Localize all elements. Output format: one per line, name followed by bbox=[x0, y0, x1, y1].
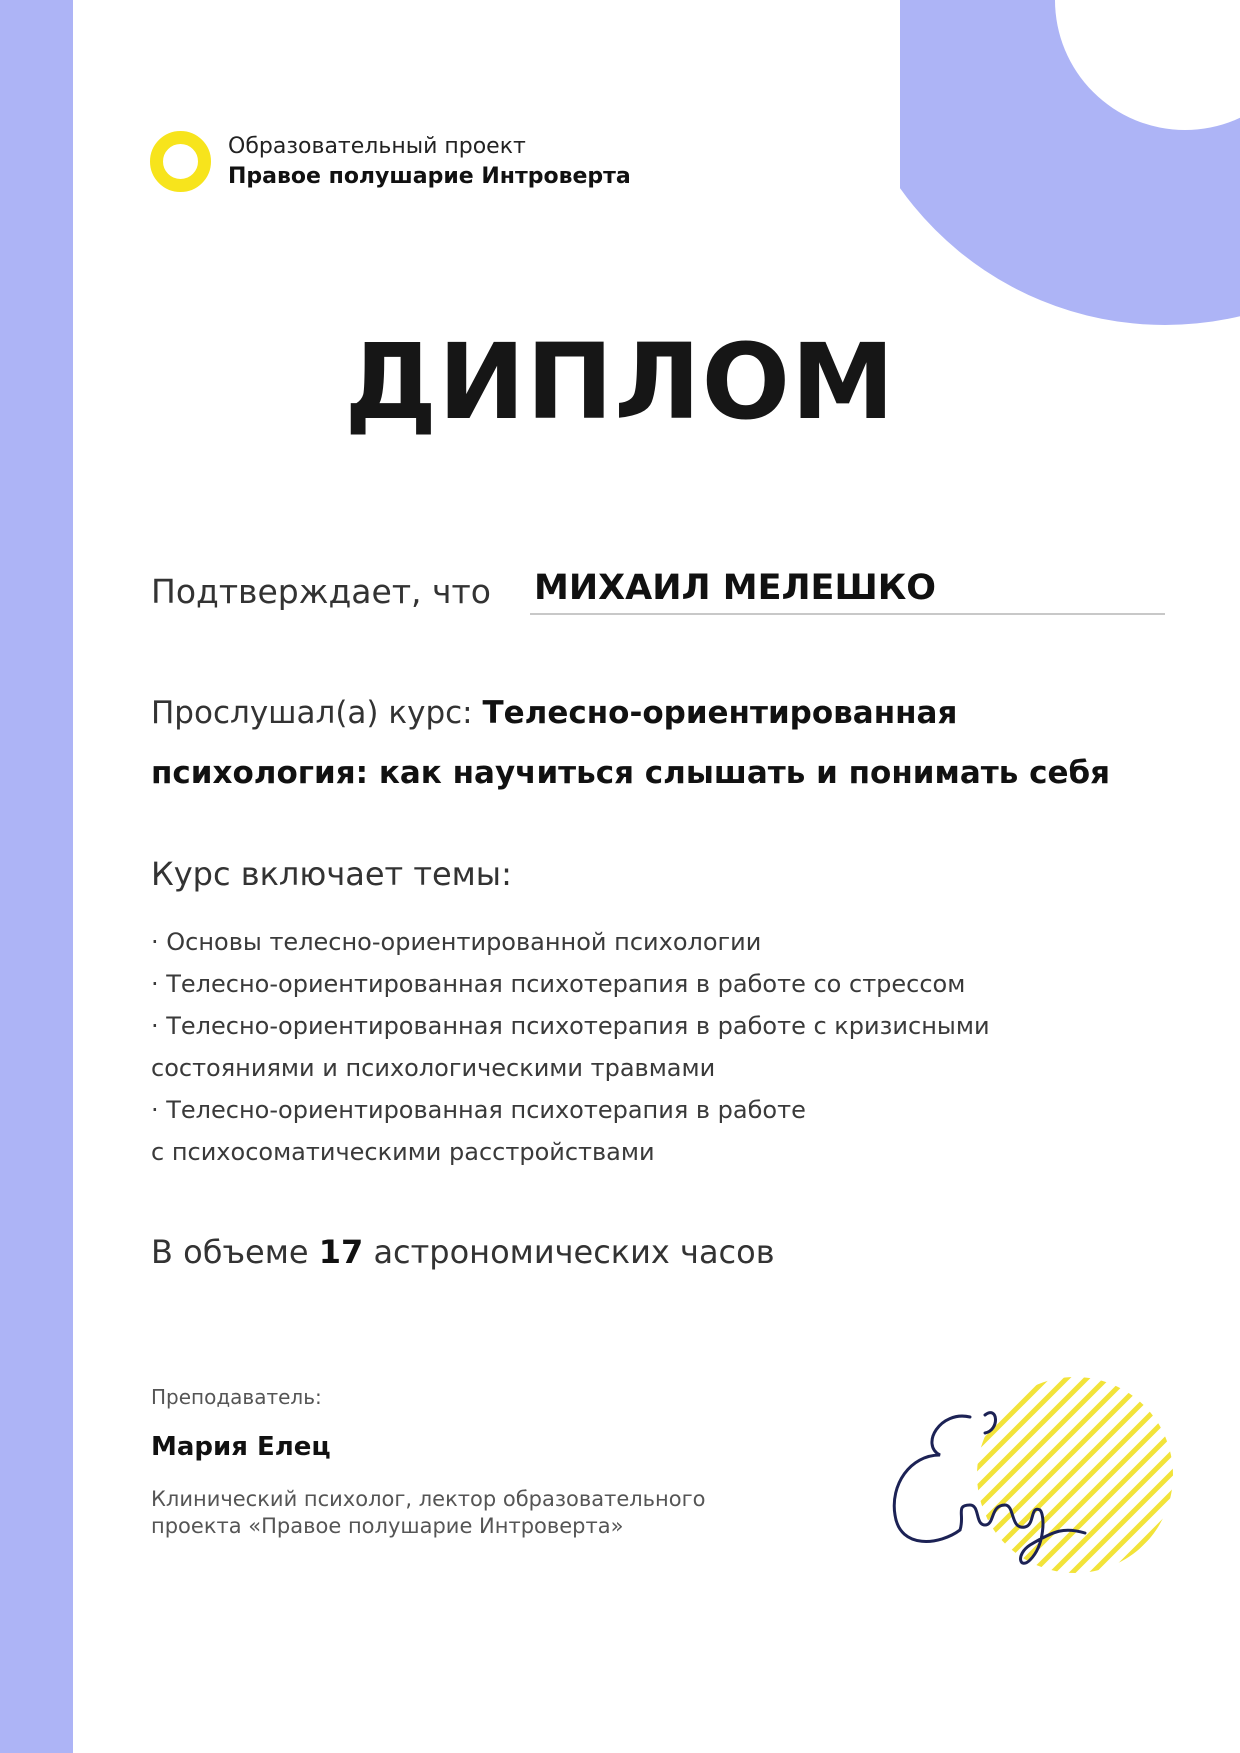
signature-stamp bbox=[880, 1355, 1180, 1605]
teacher-label: Преподаватель: bbox=[151, 1385, 322, 1409]
topic-line: · Телесно-ориентированная психотерапия в работе bbox=[151, 1096, 806, 1124]
recipient-underline bbox=[530, 613, 1165, 615]
logo-subtitle: Образовательный проект bbox=[228, 133, 526, 159]
topic-line: состояниями и психологическими травмами bbox=[151, 1054, 716, 1082]
topic-line: · Телесно-ориентированная психотерапия в работе с кризисными bbox=[151, 1012, 990, 1040]
left-accent-band bbox=[0, 0, 73, 1753]
teacher-desc-line: проекта «Правое полушарие Интроверта» bbox=[151, 1514, 624, 1538]
hours-value: 17 bbox=[318, 1233, 364, 1271]
project-logo bbox=[150, 131, 631, 192]
topic-line: с психосоматическими расстройствами bbox=[151, 1138, 655, 1166]
course-label: Прослушал(а) курс: bbox=[151, 695, 483, 731]
corner-arc-decoration bbox=[900, 0, 1240, 330]
topics-list bbox=[151, 921, 1081, 1173]
yellow-ring-icon bbox=[150, 131, 211, 192]
recipient-name: МИХАИЛ МЕЛЕШКО bbox=[534, 568, 937, 608]
course-name: Телесно-ориентированная психология: как научиться слышать и понимать себя bbox=[151, 695, 1111, 791]
topics-heading: Курс включает темы: bbox=[151, 855, 512, 893]
diploma-title: ДИПЛОМ bbox=[344, 321, 896, 443]
hours-suffix: астрономических часов bbox=[363, 1233, 775, 1271]
confirm-label: Подтверждает, что bbox=[151, 572, 491, 611]
teacher-description bbox=[151, 1486, 771, 1540]
logo-project-name: Правое полушарие Интроверта bbox=[228, 163, 631, 189]
hours-prefix: В объеме bbox=[151, 1233, 319, 1271]
teacher-desc-line: Клинический психолог, лектор образовательного bbox=[151, 1487, 706, 1511]
teacher-name: Мария Елец bbox=[151, 1432, 331, 1462]
hours-statement bbox=[151, 1233, 775, 1271]
topic-line: · Основы телесно-ориентированной психологии bbox=[151, 928, 762, 956]
course-statement bbox=[151, 683, 1151, 803]
topic-line: · Телесно-ориентированная психотерапия в работе со стрессом bbox=[151, 970, 966, 998]
